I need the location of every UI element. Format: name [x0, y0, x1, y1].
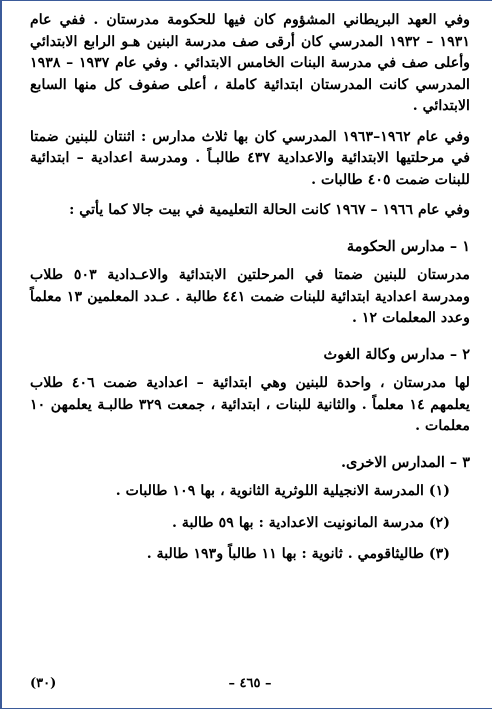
list-item-talitha-kumi-school: (٣) طاليثاقومي . ثانوية : بها ١١ طالباً و١٩٣ طالبة . — [146, 546, 450, 562]
page-marker: (٣٠) — [30, 676, 57, 691]
list-item-mennonite-school: (٢) مدرسة المانونيت الاعدادية : بها ٥٩ طالبة . — [171, 514, 450, 531]
paragraph-british-era: وفي العهد البريطاني المشؤوم كان فيها للحكومة مدرستان . ففي عام ١٩٣١ – ١٩٣٢ المدرسي كان أرقى صف مدرسة البنين هـو الرابع الابتدائي وأعلى صف في مدرسة البنات الخامس الابتدائي . وفي عام ١٩٣٧ – ١٩٣٨ المدرسي كانت المدرستان ابتدائية كاملة ، أعلى صفوف كل منها السابع الابتدائي . — [30, 12, 470, 114]
section-text-unrwa-schools: لها مدرستان ، واحدة للبنين وهي ابتدائية – اعدادية ضمت ٤٠٦ طلاب يعلمهم ١٤ معلماً . والثانية للبنات ، ابتدائية ، جمعت ٣٢٩ طالبـة يعلمهن ١٠ معلمات . — [30, 375, 470, 434]
document-page — [30, 10, 470, 576]
page-footer — [30, 676, 470, 698]
list-item-lutheran-school: (١) المدرسة الانجيلية اللوثرية الثانوية ، بها ١٠٩ طالبات . — [115, 483, 450, 499]
page-number: – ٤٦٥ – — [228, 676, 272, 691]
section-heading-other-schools: ٣ – المدارس الاخرى. — [340, 453, 470, 471]
section-heading-unrwa-schools: ٢ – مدارس وكالة الغوث — [323, 345, 470, 363]
paragraph-1966-1967-intro: وفي عام ١٩٦٦ – ١٩٦٧ كانت الحالة التعليمية في بيت جالا كما يأتي : — [69, 202, 470, 218]
paragraph-1962-1963: وفي عام ١٩٦٢–١٩٦٣ المدرسي كان بها ثلاث مدارس : اثنتان للبنين ضمتا في مرحلتيها الابتدائية والاعدادية ٤٣٧ طالبـاً . ومدرسة اعدادية – ابتدائية للبنات ضمت ٤٠٥ طالبات . — [30, 128, 470, 188]
section-text-government-schools: مدرستان للبنين ضمتا في المرحلتين الابتدائية والاعـدادية ٥٠٣ طلاب ومدرسة اعدادية ابتدائية للبنات ضمت ٤٤١ طالبة . عـدد المعلمين ١٣ معلماً وعدد المعلمات ١٢ . — [30, 267, 471, 326]
section-heading-government-schools: ١ – مدارس الحكومة — [346, 237, 470, 255]
